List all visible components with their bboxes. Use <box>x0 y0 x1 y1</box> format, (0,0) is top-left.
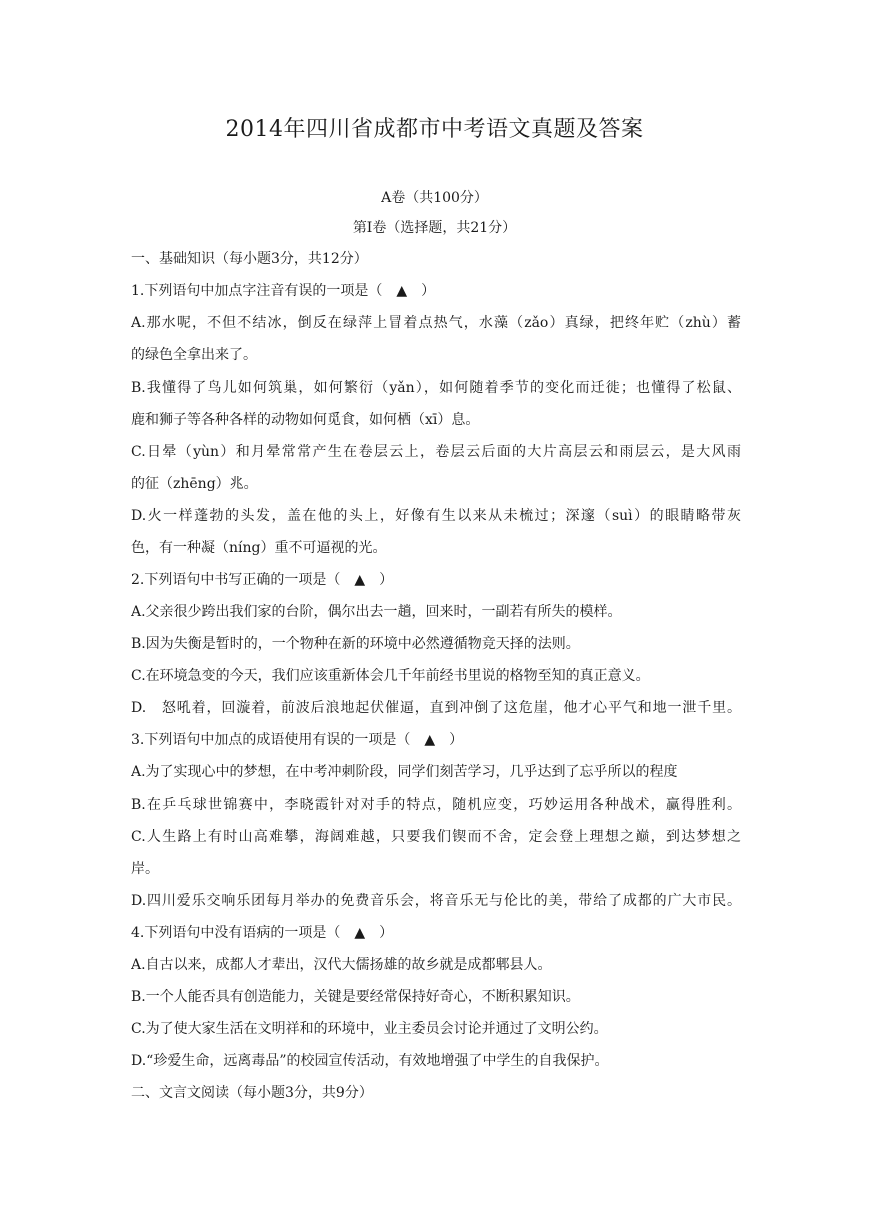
question-2: 2.下列语句中书写正确的一项是（ ▲ ） <box>131 572 394 588</box>
question-3: 3.下列语句中加点的成语使用有误的一项是（ ▲ ） <box>131 732 464 748</box>
q4-option-d: D.“珍爱生命，远离毒品”的校园宣传活动，有效地增强了中学生的自我保护。 <box>131 1053 609 1069</box>
q4-option-c: C.为了使大家生活在文明祥和的环境中，业主委员会讨论并通过了文明公约。 <box>131 1021 608 1037</box>
q1-option-c-cont: 的征（zhēng）兆。 <box>131 476 258 492</box>
page-title: 2014年四川省成都市中考语文真题及答案 <box>225 117 644 142</box>
volume-heading: A卷（共100分） <box>381 190 488 206</box>
q3-option-c: C.人生路上有时山高难攀，海阔难越，只要我们锲而不舍，定会登上理想之巅，到达梦想之 <box>131 829 741 845</box>
q4-option-b: B.一个人能否具有创造能力，关键是要经常保持好奇心，不断积累知识。 <box>131 989 580 1005</box>
q3-option-c-cont: 岸。 <box>131 861 159 877</box>
question-4: 4.下列语句中没有语病的一项是（ ▲ ） <box>131 925 394 941</box>
q1-option-b-cont: 鹿和狮子等各种各样的动物如何觅食，如何栖（xī）息。 <box>131 412 480 428</box>
section-heading-2: 二、文言文阅读（每小题3分，共9分） <box>131 1085 373 1101</box>
q1-option-a-cont: 的绿色全拿出来了。 <box>131 347 257 363</box>
q3-option-d: D.四川爱乐交响乐团每月举办的免费音乐会，将音乐无与伦比的美，带给了成都的广大市民。 <box>131 893 741 909</box>
q2-option-b: B.因为失衡是暂时的，一个物种在新的环境中必然遵循物竞天择的法则。 <box>131 636 580 652</box>
q2-option-c: C.在环境急变的今天，我们应该重新体会几千年前经书里说的格物至知的真正意义。 <box>131 668 650 684</box>
q2-option-d: D. 怒吼着，回漩着，前波后浪地起伏催逼，直到冲倒了这危崖，他才心平气和地一泄千里。 <box>131 700 741 716</box>
q3-option-b: B.在乒乓球世锦赛中，李晓霞针对对手的特点，随机应变，巧妙运用各种战术，赢得胜利。 <box>131 797 741 813</box>
section-heading: 一、基础知识（每小题3分，共12分） <box>131 251 368 267</box>
part-heading: 第Ⅰ卷（选择题，共21分） <box>352 220 517 236</box>
q4-option-a: A.自古以来，成都人才辈出，汉代大儒扬雄的故乡就是成都郫县人。 <box>131 957 552 973</box>
q1-option-c: C.日晕（yùn）和月晕常常产生在卷层云上，卷层云后面的大片高层云和雨层云，是大风雨 <box>131 444 741 460</box>
q3-option-a: A.为了实现心中的梦想，在中考冲刺阶段，同学们刻苦学习，几乎达到了忘乎所以的程度 <box>131 764 678 780</box>
q1-option-d-cont: 色，有一种凝（níng）重不可逼视的光。 <box>131 540 387 556</box>
q1-option-b: B.我懂得了鸟儿如何筑巢，如何繁衍（yǎn），如何随着季节的变化而迁徙；也懂得了松鼠、 <box>131 380 741 396</box>
q1-option-d: D.火一样蓬勃的头发，盖在他的头上，好像有生以来从未梳过；深邃（suì）的眼睛略带灰 <box>131 508 741 524</box>
q2-option-a: A.父亲很少跨出我们家的台阶，偶尔出去一趟，回来时，一副若有所失的模样。 <box>131 604 622 620</box>
q1-option-a: A.那水呢，不但不结冰，倒反在绿萍上冒着点热气，水藻（zǎo）真绿，把终年贮（zhù）蓄 <box>131 315 741 331</box>
question-1: 1.下列语句中加点字注音有误的一项是（ ▲ ） <box>131 283 436 299</box>
